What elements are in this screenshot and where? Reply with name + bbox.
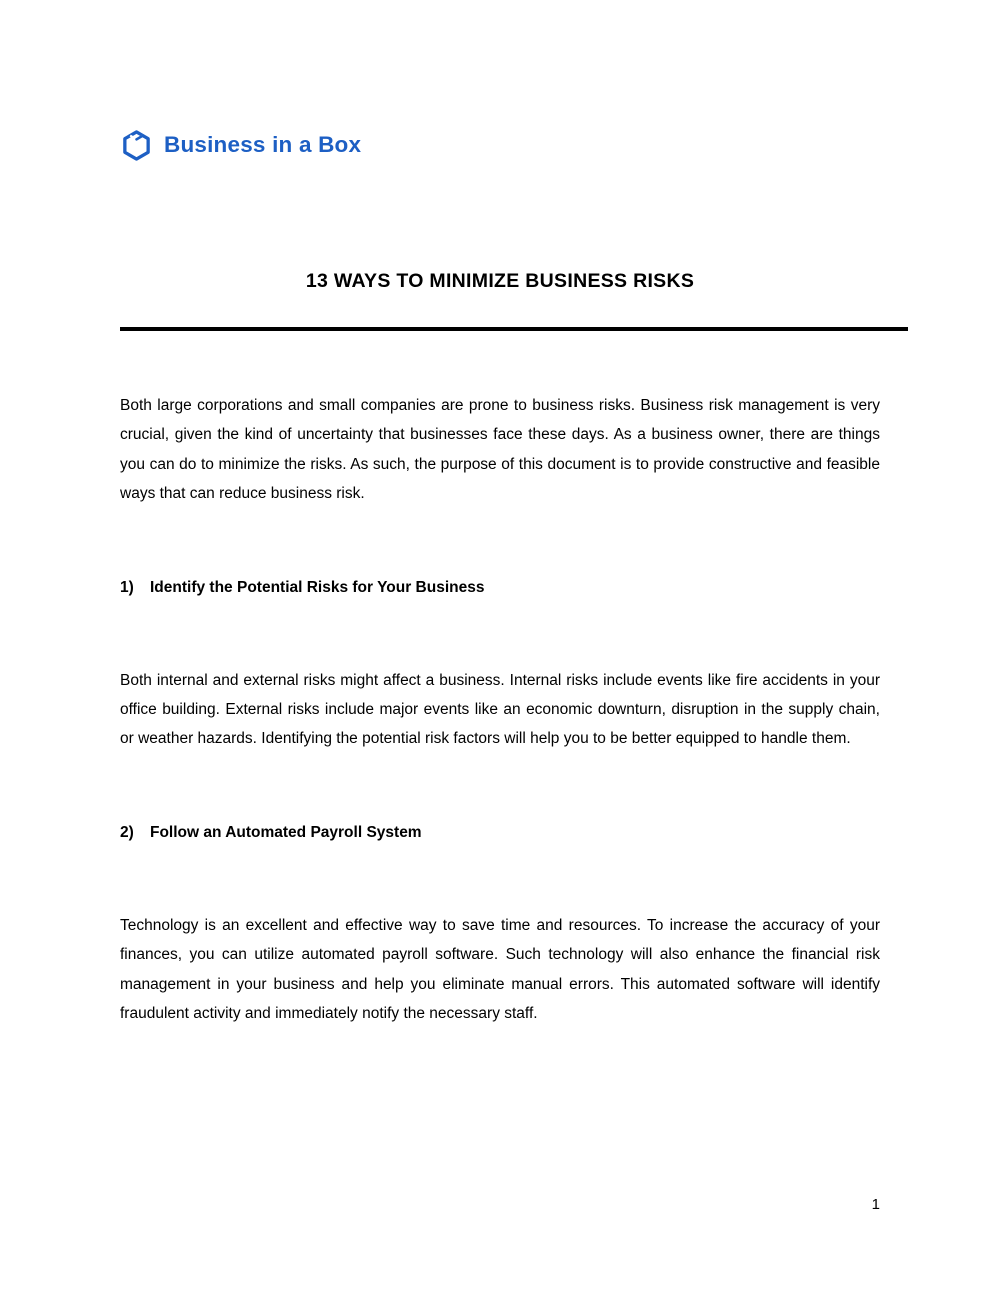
page-title: 13 WAYS TO MINIMIZE BUSINESS RISKS [305, 270, 695, 292]
title-divider [120, 327, 908, 331]
intro-paragraph: Both large corporations and small companies are prone to business risks. Business risk management is very crucial, given the kind of uncertainty that businesses face these days. As a business owner, there are things you can do to minimize the risks. As such, the purpose of this document is to provide constructive and feasible ways that can reduce business risk. [120, 397, 880, 503]
section-heading-1 [120, 580, 880, 596]
page-number: 1 [871, 1196, 880, 1213]
section-body-2: Technology is an excellent and effective way to save time and resources. To increase the accuracy of your finances, you can utilize automated payroll software. Such technology will also enhance the financial risk management in your business and help you eliminate manual errors. This automated software will identify fraudulent activity and immediately notify the necessary staff. [120, 916, 880, 1023]
section-heading-text: Follow an Automated Payroll System [150, 823, 422, 841]
brand-name: Business in a Box [164, 132, 362, 157]
brand-logo [120, 0, 880, 162]
section-body-1: Both internal and external risks might affect a business. Internal risks include events like fire accidents in your office building. External risks include major events like an economic downturn, disruption in the supply chain, or weather hazards. Identifying the potential risk factors will help you to be better equipped to handle them. [120, 671, 880, 748]
hexagon-box-icon [120, 129, 153, 162]
section-number: 1) [120, 578, 134, 596]
section-heading-2 [120, 825, 880, 841]
section-heading-text: Identify the Potential Risks for Your Business [150, 578, 485, 596]
section-number: 2) [120, 823, 134, 841]
